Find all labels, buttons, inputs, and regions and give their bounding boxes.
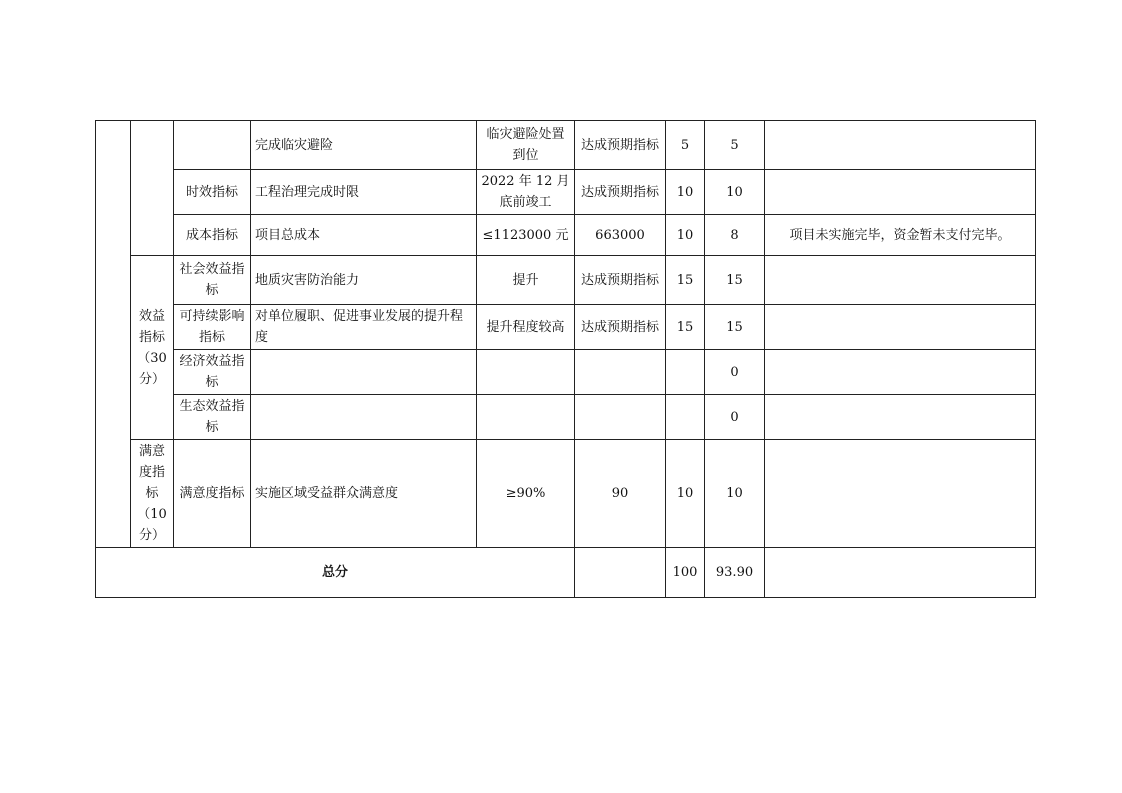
note-cell (765, 170, 1036, 215)
table-row (96, 350, 1036, 395)
indicator-cell: 项目总成本 (251, 215, 477, 256)
level3-cell: 生态效益指标 (174, 395, 251, 440)
weight-cell (666, 350, 705, 395)
table-row (96, 215, 1036, 256)
performance-table (95, 120, 1036, 598)
table-row (96, 170, 1036, 215)
table-row (96, 440, 1036, 548)
level3-cell: 可持续影响指标 (174, 305, 251, 350)
indicator-cell: 实施区域受益群众满意度 (251, 440, 477, 548)
target-cell: 提升 (477, 256, 575, 305)
target-cell: 提升程度较高 (477, 305, 575, 350)
level3-cell: 成本指标 (174, 215, 251, 256)
score-cell: 8 (705, 215, 765, 256)
score-cell: 5 (705, 121, 765, 170)
note-cell (765, 305, 1036, 350)
actual-cell: 90 (575, 440, 666, 548)
score-cell: 10 (705, 170, 765, 215)
note-cell (765, 350, 1036, 395)
indicator-cell (251, 350, 477, 395)
level2-cell: 满意度指标（10分） (131, 440, 174, 548)
actual-cell: 达成预期指标 (575, 256, 666, 305)
note-cell (765, 440, 1036, 548)
level3-cell (174, 121, 251, 170)
note-cell (765, 256, 1036, 305)
total-score: 93.90 (705, 548, 765, 598)
actual-cell: 达成预期指标 (575, 305, 666, 350)
weight-cell: 10 (666, 170, 705, 215)
level3-cell: 时效指标 (174, 170, 251, 215)
level1-cell (96, 121, 131, 548)
target-cell: 2022 年 12 月底前竣工 (477, 170, 575, 215)
target-cell (477, 350, 575, 395)
note-cell (765, 395, 1036, 440)
weight-cell (666, 395, 705, 440)
level3-cell: 社会效益指标 (174, 256, 251, 305)
score-cell: 15 (705, 256, 765, 305)
score-cell: 0 (705, 395, 765, 440)
score-cell: 15 (705, 305, 765, 350)
note-cell (765, 121, 1036, 170)
total-row (96, 548, 1036, 598)
table-row (96, 256, 1036, 305)
weight-cell: 10 (666, 440, 705, 548)
level2-cell (131, 121, 174, 256)
total-label: 总分 (96, 548, 575, 598)
weight-cell: 10 (666, 215, 705, 256)
level3-cell: 经济效益指标 (174, 350, 251, 395)
note-cell: 项目未实施完毕，资金暂未支付完毕。 (765, 215, 1036, 256)
actual-cell: 663000 (575, 215, 666, 256)
indicator-cell (251, 395, 477, 440)
score-cell: 0 (705, 350, 765, 395)
target-cell: 临灾避险处置到位 (477, 121, 575, 170)
indicator-cell: 地质灾害防治能力 (251, 256, 477, 305)
actual-cell (575, 350, 666, 395)
indicator-cell: 完成临灾避险 (251, 121, 477, 170)
indicator-cell: 工程治理完成时限 (251, 170, 477, 215)
weight-cell: 15 (666, 256, 705, 305)
table-row (96, 305, 1036, 350)
table-row (96, 395, 1036, 440)
target-cell (477, 395, 575, 440)
target-cell: ≤1123000 元 (477, 215, 575, 256)
actual-cell: 达成预期指标 (575, 170, 666, 215)
indicator-cell: 对单位履职、促进事业发展的提升程度 (251, 305, 477, 350)
table-row (96, 121, 1036, 170)
actual-cell: 达成预期指标 (575, 121, 666, 170)
level2-cell: 效益指标（30分） (131, 256, 174, 440)
weight-cell: 5 (666, 121, 705, 170)
score-cell: 10 (705, 440, 765, 548)
weight-cell: 15 (666, 305, 705, 350)
total-weight: 100 (666, 548, 705, 598)
actual-cell (575, 395, 666, 440)
total-note-cell (765, 548, 1036, 598)
level3-cell: 满意度指标 (174, 440, 251, 548)
total-actual-cell (575, 548, 666, 598)
target-cell: ≥90% (477, 440, 575, 548)
